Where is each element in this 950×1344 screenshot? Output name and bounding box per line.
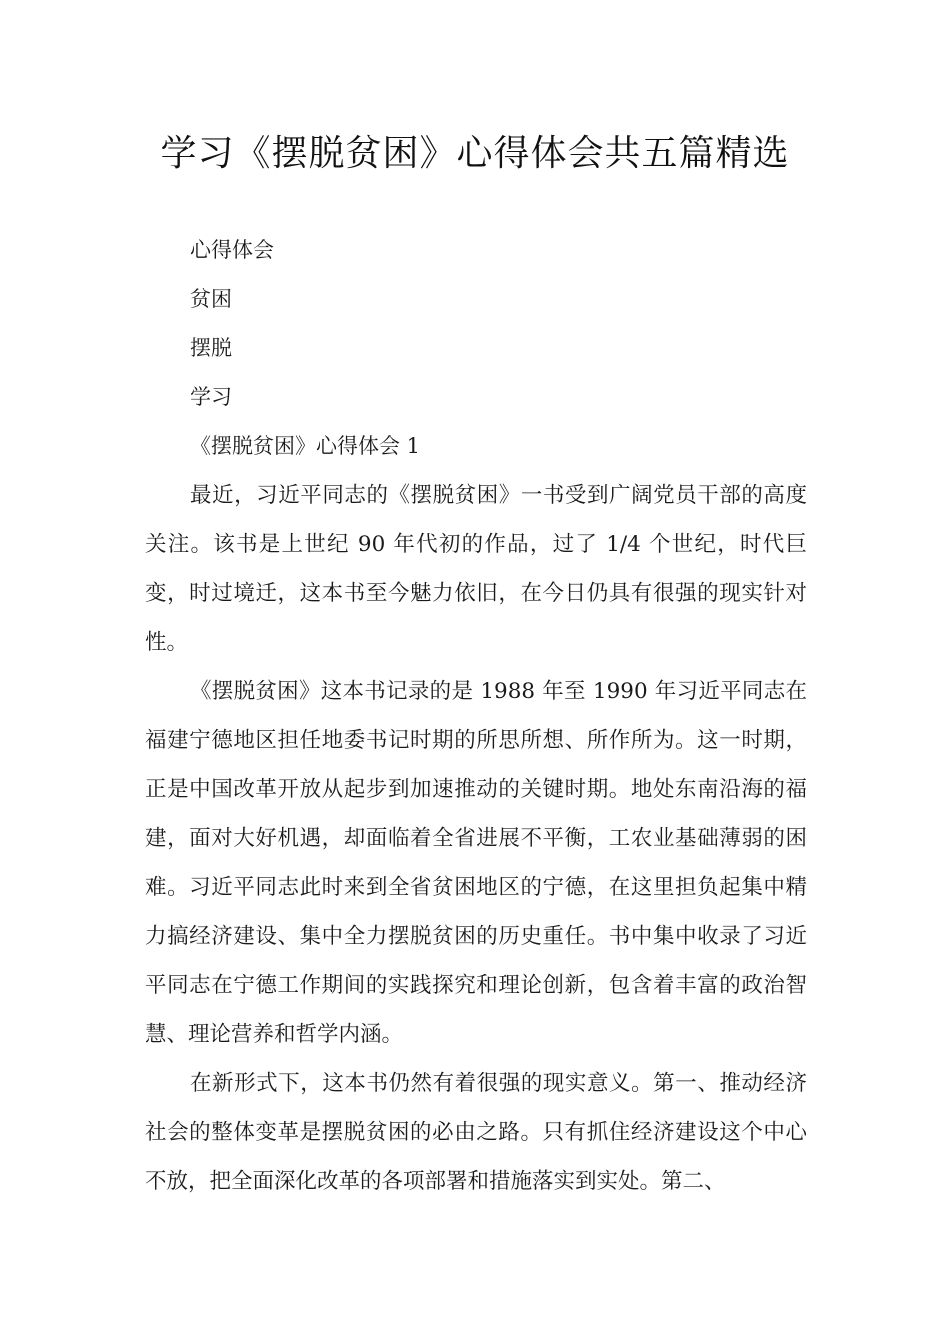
body-paragraph: 最近，习近平同志的《摆脱贫困》一书受到广阔党员干部的高度关注。该书是上世纪 90 年代初的作品，过了 1/4 个世纪，时代巨变，时过境迁，这本书至今魅力依旧，在今日仍具有很强的现实针对性。 bbox=[145, 483, 807, 655]
document-body bbox=[145, 226, 807, 1206]
keyword-line: 学习 bbox=[190, 385, 232, 409]
keyword-line: 心得体会 bbox=[190, 238, 274, 262]
keyword-line: 贫困 bbox=[190, 287, 232, 311]
keyword-line: 摆脱 bbox=[190, 336, 232, 360]
section-subheading: 《摆脱贫困》心得体会 1 bbox=[190, 434, 421, 458]
body-paragraph: 《摆脱贫困》这本书记录的是 1988 年至 1990 年习近平同志在福建宁德地区担任地委书记时期的所思所想、所作所为。这一时期，正是中国改革开放从起步到加速推动的关键时期。地处东南沿海的福建，面对大好机遇，却面临着全省进展不平衡，工农业基础薄弱的困难。习近平同志此时来到全省贫困地区的宁德，在这里担负起集中精力搞经济建设、集中全力摆脱贫困的历史重任。书中集中收录了习近平同志在宁德工作期间的实践探究和理论创新，包含着丰富的政治智慧、理论营养和哲学内涵。 bbox=[145, 679, 807, 1047]
document-title: 学习《摆脱贫困》心得体会共五篇精选 bbox=[160, 133, 790, 174]
body-paragraph: 在新形式下，这本书仍然有着很强的现实意义。第一、推动经济社会的整体变革是摆脱贫困的必由之路。只有抓住经济建设这个中心不放，把全面深化改革的各项部署和措施落实到实处。第二、 bbox=[145, 1071, 807, 1194]
